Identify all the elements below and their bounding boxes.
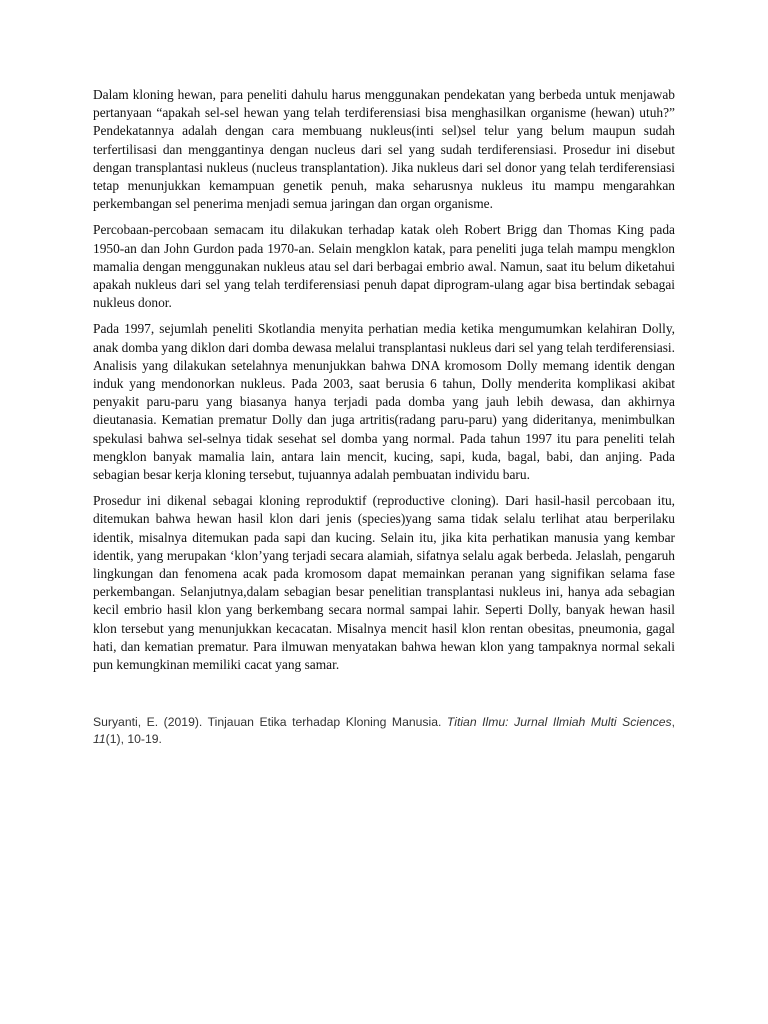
paragraph-1: Dalam kloning hewan, para peneliti dahulu harus menggunakan pendekatan yang berbeda untuk menjawab pertanyaan “apakah sel-sel hewan yang telah terdiferensiasi bisa menghasilkan organisme (hewan) utuh?” Pendekatannya adalah dengan cara membuang nukleus(inti sel)sel telur yang belum maupun sudah terfertilisasi dan menggantinya dengan nucleus dari sel yang sudah terdiferensiasi. Prosedur ini disebut dengan transplantasi nukleus (nucleus transplantation). Jika nukleus dari sel donor yang telah terdiferensiasi tetap menunjukkan kemampuan genetik penuh, maka seharusnya nukleus itu mampu mengarahkan perkembangan sel penerima menjadi semua jaringan dan organ organisme. [93,87,675,212]
paragraph-4: Prosedur ini dikenal sebagai kloning reproduktif (reproductive cloning). Dari hasil-hasil percobaan itu, ditemukan bahwa hewan hasil klon dari jenis (species)yang sama tidak selalu terlihat atau berperilaku identik, misalnya ditemukan pada sapi dan kucing. Selain itu, jika kita perhatikan manusia yang kembar identik, yang merupakan ‘klon’yang terjadi secara alamiah, sifatnya selalu agak berbeda. Jelaslah, pengaruh lingkungan dan fenomena acak pada kromosom dapat memainkan peranan yang signifikan selama fase perkembangan. Selanjutnya,dalam sebagian besar penelitian transplantasi nukleus ini, hanya ada sebagian kecil embrio hasil klon yang berkembang secara normal sampai lahir. Seperti Dolly, banyak hewan hasil klon tersebut yang menunjukkan kecacatan. Misalnya mencit hasil klon rentan obesitas, pneumonia, gagal hati, dan kematian prematur. Para ilmuwan menyatakan bahwa hewan klon yang tampaknya normal sekali pun kemungkinan memiliki cacat yang samar. [93,493,675,673]
citation-authors-title: Suryanti, E. (2019). Tinjauan Etika terhadap Kloning Manusia. [93,715,447,730]
citation-separator: , [671,715,675,730]
citation-journal: Titian Ilmu: Jurnal Ilmiah Multi Sciences [446,715,672,730]
citation-issue: (1) [105,731,121,746]
citation-reference [93,714,675,747]
citation-pages: , 10-19. [120,731,162,746]
citation-volume: 11 [93,731,106,746]
paragraph-3: Pada 1997, sejumlah peneliti Skotlandia menyita perhatian media ketika mengumumkan kelahiran Dolly, anak domba yang diklon dari domba dewasa melalui transplantasi nukleus dari sel yang telah terdiferensiasi. Analisis yang dilakukan setelahnya menunjukkan bahwa DNA kromosom Dolly memang identik dengan induk yang mendonorkan nukleus. Pada 2003, saat berusia 6 tahun, Dolly menderita komplikasi akibat penyakit paru-paru yang biasanya hanya terjadi pada domba yang jauh lebih dewasa, dan akhirnya dieutanasia. Kematian prematur Dolly dan juga artritis(radang paru-paru) yang dideritanya, menimbulkan spekulasi bahwa sel-selnya tidak sesehat sel domba yang normal. Pada tahun 1997 itu para peneliti telah mengklon banyak mamalia lain, antara lain mencit, kucing, sapi, kuda, bagal, babi, dan anjing. Pada sebagian besar kerja kloning tersebut, tujuannya adalah pembuatan individu baru. [93,321,675,483]
paragraph-2: Percobaan-percobaan semacam itu dilakukan terhadap katak oleh Robert Brigg dan Thomas King pada 1950-an dan John Gurdon pada 1970-an. Selain mengklon katak, para peneliti juga telah mampu mengklon mamalia dengan menggunakan nukleus atau sel dari berbagai embrio awal. Namun, saat itu belum diketahui apakah nukleus dari sel yang telah terdiferensiasi penuh dapat diprogram-ulang agar bisa bertindak sebagai nukleus donor. [93,222,675,311]
